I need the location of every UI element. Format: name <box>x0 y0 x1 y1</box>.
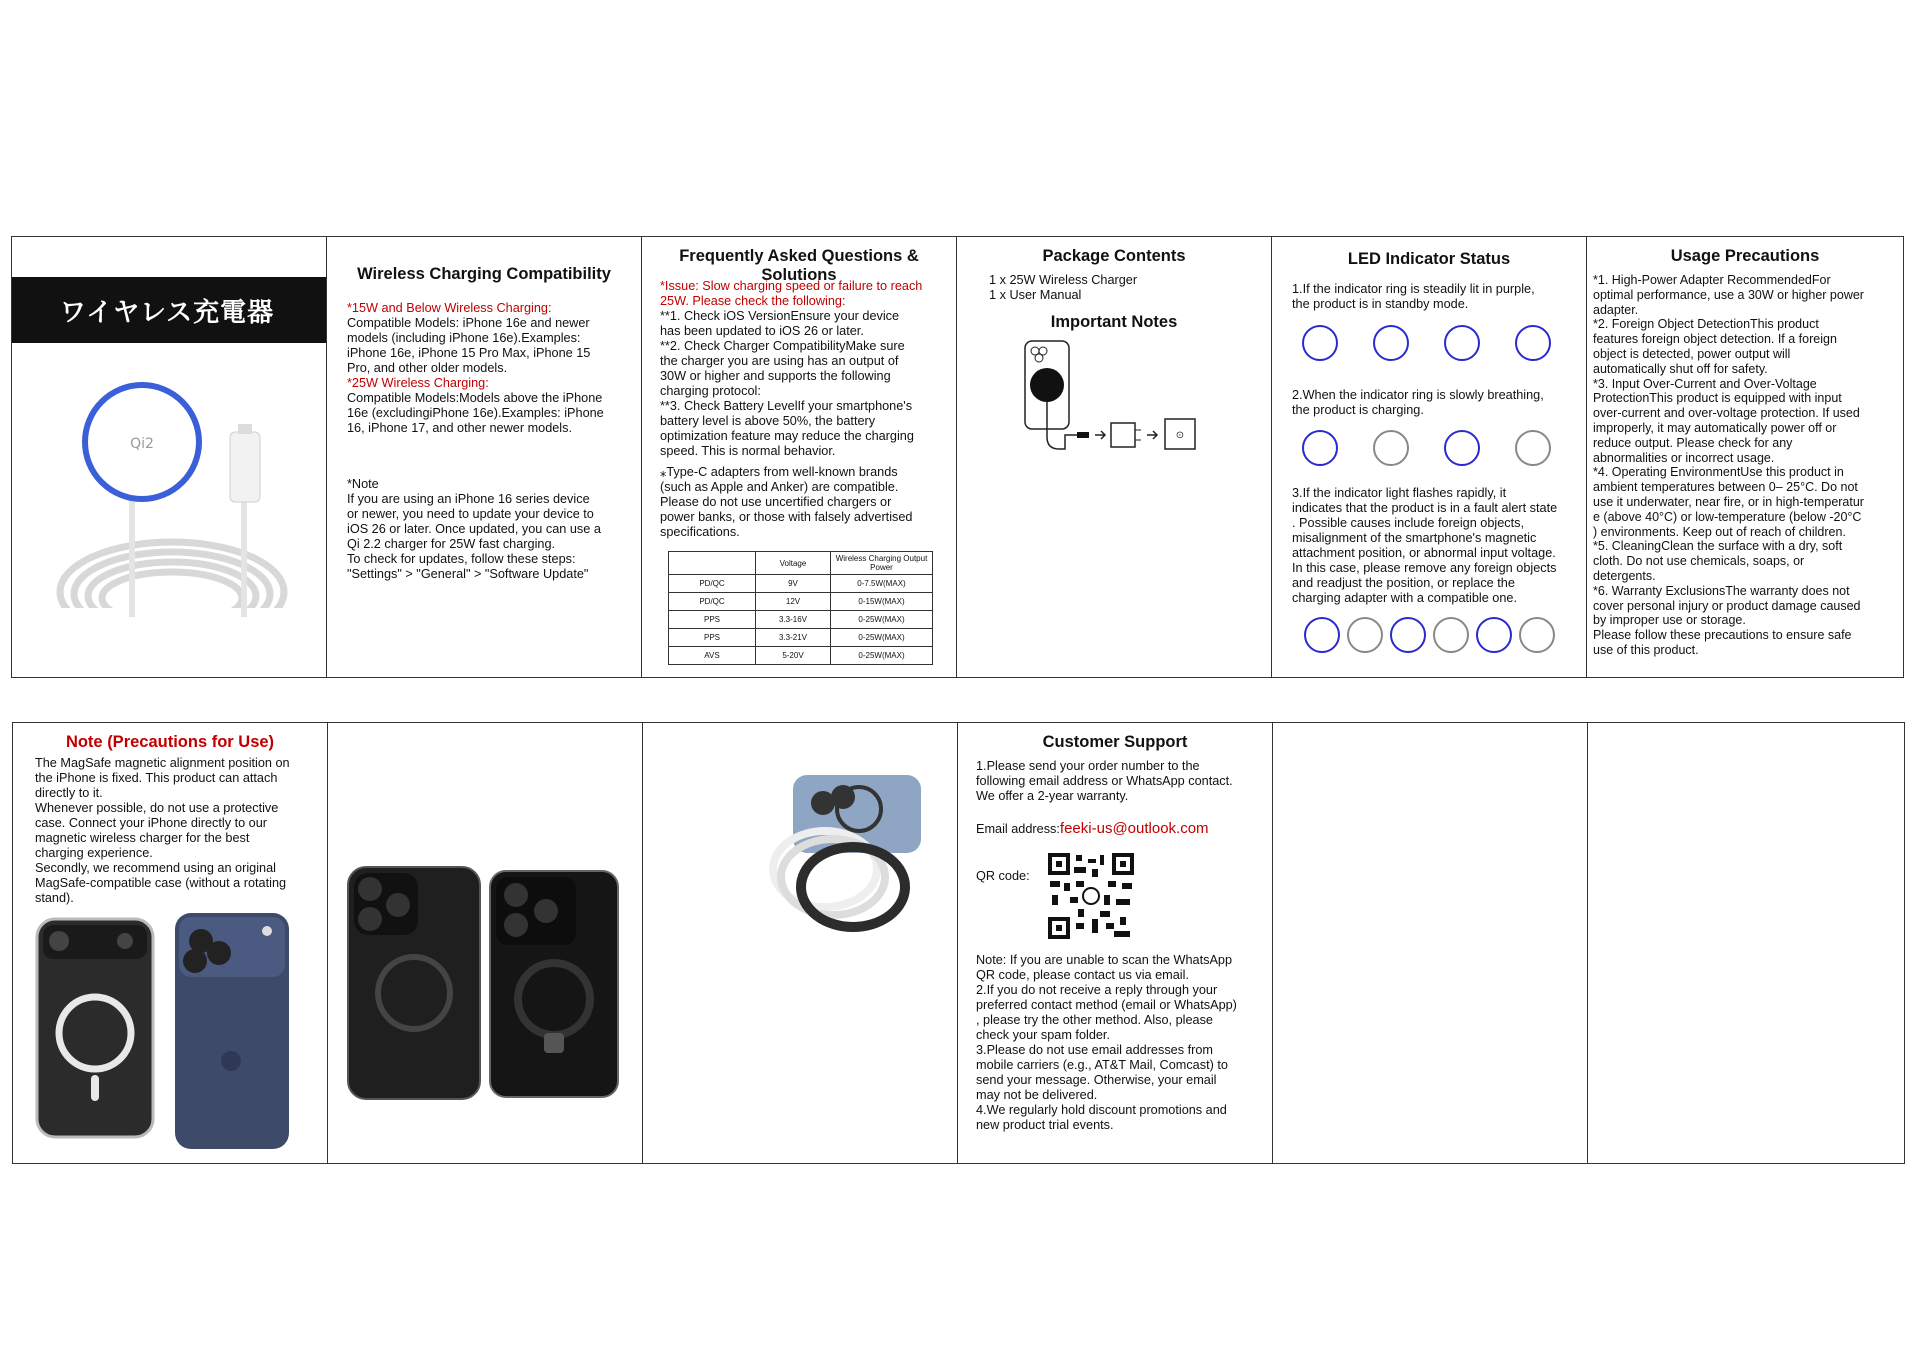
compat-15w-heading: *15W and Below Wireless Charging: <box>347 301 552 315</box>
led-indicator <box>1444 430 1480 466</box>
important-notes-title: Important Notes <box>1050 313 1178 331</box>
support-notes: Note: If you are unable to scan the WhatsApp QR code, please contact us via email. 2.If you do not receive a reply through your preferred contact method (email or WhatsApp) , please try the other method. Also, please check your spam folder. 3.Please do not use email addresses from mobile carriers (e.g., AT&T Mail, Comcast) to send your message. Otherwise, your email may not be delivered. 4.We regularly hold discount promotions and new product trial events. <box>976 953 1237 1132</box>
led-indicator <box>1302 430 1338 466</box>
list-item: 1 x User Manual <box>989 288 1082 302</box>
phone-kickstand-image <box>488 869 620 1099</box>
support-panel <box>957 723 1272 1163</box>
product-title: ワイヤレス充電器 <box>12 277 326 343</box>
phone-blue-image <box>173 911 291 1151</box>
ring-stand-panel <box>327 723 642 1163</box>
charger-illustration <box>52 372 292 617</box>
compat-15w-text: Compatible Models: iPhone 16e and newer models (including iPhone 16e).Examples: iPhone 16e, iPhone 15 Pro Max, iPhone 15 Pro, and other older models. <box>347 316 591 375</box>
blank-panel-1 <box>1272 723 1587 1163</box>
magnetic-ring-panel <box>642 723 957 1163</box>
package-title: Package Contents <box>1042 247 1186 265</box>
list-item: 1 x 25W Wireless Charger <box>989 273 1138 287</box>
usage-title: Usage Precautions <box>1670 247 1820 265</box>
table-row: AVS 5-20V 0-25W(MAX) <box>669 647 933 665</box>
usage-panel <box>1586 237 1904 677</box>
faq-checks: **1. Check iOS VersionEnsure your device has been updated to iOS 26 or later. **2. Check Charger CompatibilityMake sure the charger you are using has an output of 30W or higher and supports the following charging protocol: **3. Check Battery LevelIf your smartphone's battery level is above 50%, the battery optimization feature may reduce the charging speed. This is normal behavior. <box>660 309 914 458</box>
faq-typec-note: ⁎Type-C adapters from well-known brands (such as Apple and Anker) are compatible. Please do not use uncertified chargers or power banks, or those with falsely advertised specifications. <box>660 465 913 539</box>
protocol-table <box>668 551 933 665</box>
email-label: Email address: <box>976 822 1060 836</box>
package-panel <box>956 237 1271 677</box>
compat-note-text: If you are using an iPhone 16 series device or newer, you need to update your device to iOS 26 or later. Once updated, you can use a Qi 2.2 charger for 25W fast charging. To check for updates, follow these steps: "Settings" > "General" > "Software Update" <box>347 492 601 581</box>
package-list <box>989 273 1137 303</box>
table-row: PD/QC 12V 0-15W(MAX) <box>669 593 933 611</box>
led-panel <box>1271 237 1586 677</box>
magnetic-ring-image <box>763 773 923 938</box>
note-panel <box>12 723 327 1163</box>
phone-ring-stand-image <box>346 865 482 1101</box>
compatibility-title: Wireless Charging Compatibility <box>357 265 611 283</box>
support-title: Customer Support <box>1042 733 1188 751</box>
led-indicator <box>1433 617 1469 653</box>
led-indicator <box>1302 325 1338 361</box>
whatsapp-qr-code[interactable] <box>1048 853 1134 939</box>
faq-panel <box>641 237 956 677</box>
table-row: PPS 3.3-16V 0-25W(MAX) <box>669 611 933 629</box>
compatibility-panel <box>326 237 641 677</box>
table-row: PD/QC 9V 0-7.5W(MAX) <box>669 575 933 593</box>
compat-note-heading: *Note <box>347 477 379 491</box>
led-indicator <box>1444 325 1480 361</box>
led-fault-text: 3.If the indicator light flashes rapidly, it indicates that the product is in a fault alert state . Possible causes include foreign objects, misalignment of the smartphone's magnetic attachment position, or abnormal input voltage. In this case, please remove any foreign objects and readjust the position, or replace the charging adapter with a compatible one. <box>1292 486 1558 605</box>
led-indicator <box>1515 430 1551 466</box>
led-title: LED Indicator Status <box>1347 250 1511 268</box>
faq-issue: *Issue: Slow charging speed or failure to reach 25W. Please check the following: <box>660 279 923 308</box>
led-standby-row <box>1302 325 1551 361</box>
usage-text: *1. High-Power Adapter RecommendedFor optimal performance, use a 30W or higher power adapter. *2. Foreign Object DetectionThis product features foreign object detection. If a foreign object is detected, power output will automatically shut off for safety. *3. Input Over-Current and Over-Voltage ProtectionThis product is equipped with input over-current and over-voltage protection. If used improperly, it may automatically power off or reduce output. Please check for any abnormalities or incorrect usage. *4. Operating EnvironmentUse this product in ambient temperatures between 0– 25°C. Do not use it underwater, near fire, or in high-temperatur e (above 40°C) or low-temperature (below -20°C ) environments. Keep out of reach of children. *5. CleaningClean the surface with a dry, soft cloth. Do not use chemicals, soaps, or detergents. *6. Warranty ExclusionsThe warranty does not cover personal injury or product damage caused by improper use or storage. Please follow these precautions to ensure safe use of this product. <box>1593 273 1864 657</box>
qr-label: QR code: <box>976 869 1030 883</box>
led-charging-row <box>1302 430 1551 466</box>
led-standby-text: 1.If the indicator ring is steadily lit in purple, the product is in standby mode. <box>1292 282 1535 311</box>
compat-25w-text: Compatible Models:Models above the iPhone 16e (excludingiPhone 16e).Examples: iPhone 16, iPhone 17, and other newer models. <box>347 391 604 435</box>
table-row: PPS 3.3-21V 0-25W(MAX) <box>669 629 933 647</box>
svg-text:⊙: ⊙ <box>1175 430 1185 441</box>
manual-bottom-row <box>12 722 1905 1164</box>
led-fault-row <box>1304 617 1555 653</box>
led-indicator <box>1390 617 1426 653</box>
svg-text:Qi2: Qi2 <box>130 436 154 452</box>
compat-25w-heading: *25W Wireless Charging: <box>347 376 489 390</box>
led-indicator <box>1515 325 1551 361</box>
connection-diagram <box>1019 337 1199 457</box>
led-charging-text: 2.When the indicator ring is slowly breathing, the product is charging. <box>1292 388 1544 417</box>
led-indicator <box>1519 617 1555 653</box>
phone-clear-case-image <box>35 917 155 1139</box>
note-title: Note (Precautions for Use) <box>65 733 275 751</box>
blank-panel-2 <box>1587 723 1905 1163</box>
led-indicator <box>1304 617 1340 653</box>
led-indicator <box>1373 430 1409 466</box>
led-indicator <box>1476 617 1512 653</box>
email-link[interactable]: feeki-us@outlook.com <box>1059 820 1209 837</box>
support-email <box>976 821 1209 837</box>
table-header-row: Voltage Wireless Charging Output Power <box>669 552 933 575</box>
note-text: The MagSafe magnetic alignment position on the iPhone is fixed. This product can attach directly to it. Whenever possible, do not use a protective case. Connect your iPhone directly to our magnetic wireless charger for the best charging experience. Secondly, we recommend using an original MagSafe-compatible case (without a rotating stand). <box>35 756 290 905</box>
led-indicator <box>1373 325 1409 361</box>
led-indicator <box>1347 617 1383 653</box>
manual-top-row <box>11 236 1904 678</box>
faq-title: Frequently Asked Questions & Solutions <box>679 247 919 284</box>
product-panel <box>11 237 326 677</box>
support-intro: 1.Please send your order number to the following email address or WhatsApp contact. We offer a 2-year warranty. <box>976 759 1233 803</box>
